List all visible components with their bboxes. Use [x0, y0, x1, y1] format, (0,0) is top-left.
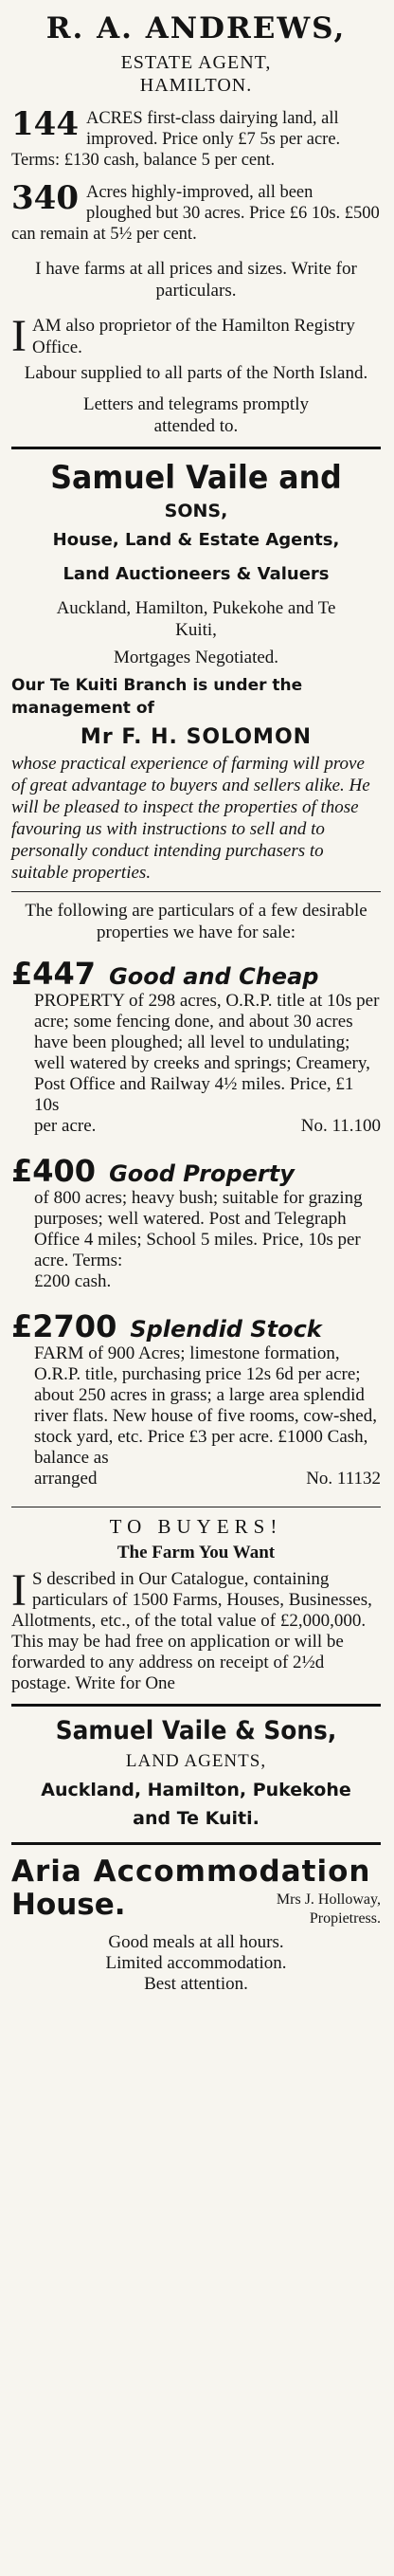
- vaile-agents-line: House, Land & Estate Agents,: [52, 530, 340, 550]
- property-last-line: per acre.: [34, 1116, 97, 1136]
- vaile-mortgages: Mortgages Negotiated.: [113, 648, 279, 667]
- andrews-registry: [11, 315, 381, 358]
- vaile-footer-advert: [11, 1716, 381, 1833]
- registry-dropcap: I: [11, 315, 27, 358]
- divider: [11, 1704, 381, 1707]
- andrews-title: R. A. ANDREWS,: [45, 11, 347, 46]
- aria-line-1: Good meals at all hours.: [108, 1932, 284, 1952]
- andrews-advert: [11, 11, 381, 437]
- vaile-footer-towns-2: and Te Kuiti.: [133, 1808, 260, 1829]
- property-label: Good Property: [109, 1160, 295, 1187]
- divider: [11, 1842, 381, 1845]
- property-number: No. 11.100: [300, 1116, 381, 1136]
- lot-2-acres: 340: [11, 179, 79, 217]
- andrews-role: ESTATE AGENT,: [120, 52, 272, 73]
- buyers-notice: [11, 1515, 381, 1694]
- lot-1-text: ACRES first-class dairying land, all improved. Price only £7 5s per acre. Terms: £130 cash, balance 5 per cent.: [11, 109, 341, 170]
- divider: [11, 447, 381, 449]
- property-price: £447: [11, 956, 97, 992]
- buyers-text: S described in Our Catalogue, containing particulars of 1500 Farms, Houses, Businesses, Allotments, etc., of the total value of £2,000,000. This may be had free on application or will be forwarded to any address on receipt of 2½d postage. Write for One: [11, 1569, 372, 1693]
- property-listing-3: [11, 1309, 381, 1489]
- aria-title: Aria Accommodation: [11, 1854, 371, 1889]
- divider: [11, 891, 381, 892]
- vaile-intro: The following are particulars of a few desirable properties we have for sale:: [25, 901, 367, 942]
- aria-line-2: Limited accommodation.: [105, 1953, 287, 1973]
- property-number: No. 11132: [306, 1469, 381, 1489]
- property-label: Good and Cheap: [109, 963, 319, 990]
- andrews-labour: Labour supplied to all parts of the North Island.: [24, 363, 368, 383]
- vaile-towns: Auckland, Hamilton, Pukekohe and Te Kuiti,: [56, 598, 336, 640]
- vaile-manager: Mr F. H. SOLOMON: [80, 725, 313, 749]
- property-listing-1: [11, 957, 381, 1137]
- registry-text: AM also proprietor of the Hamilton Registry Office.: [31, 316, 355, 357]
- property-text: of 800 acres; heavy bush; suitable for grazing purposes; well watered. Post and Telegraph Office 4 miles; School 5 miles. Price, 10s per acre. Terms:: [34, 1188, 363, 1270]
- buyers-text-block: [11, 1569, 381, 1694]
- property-text: PROPERTY of 298 acres, O.R.P. title at 10s per acre; some fencing done, and about 30 acres have been ploughed; all level to undulating; well watered by creeks and springs; Creamery, Post Office and Railway 4½ miles. Price, £1 10s: [34, 991, 380, 1115]
- aria-proprietor: Mrs J. Holloway,: [276, 1891, 381, 1908]
- andrews-lot-2: [11, 179, 381, 245]
- property-last-line: £200 cash.: [34, 1271, 112, 1291]
- property-listing-2: [11, 1154, 381, 1292]
- aria-advert: [11, 1854, 381, 1995]
- buyers-dropcap: I: [11, 1569, 27, 1616]
- andrews-town: HAMILTON.: [139, 75, 253, 96]
- vaile-footer-towns-1: Auckland, Hamilton, Pukekohe: [41, 1780, 351, 1800]
- aria-proprietor-block: [277, 1889, 381, 1928]
- andrews-lot-1: [11, 105, 381, 171]
- aria-proprietress: Propietress.: [309, 1910, 381, 1927]
- vaile-auctioneers-line: Land Auctioneers & Valuers: [63, 564, 330, 584]
- vaile-footer-agents: LAND AGENTS,: [125, 1751, 267, 1771]
- vaile-footer-title: Samuel Vaile & Sons,: [55, 1716, 337, 1745]
- buyers-subtitle: The Farm You Want: [116, 1543, 276, 1562]
- property-last-line: arranged: [34, 1469, 98, 1489]
- vaile-branch: Our Te Kuiti Branch is under the management of: [11, 676, 303, 718]
- andrews-farms: I have farms at all prices and sizes. Write for particulars.: [35, 259, 357, 301]
- vaile-title: Samuel Vaile and: [50, 459, 342, 497]
- vaile-manager-text: whose practical experience of farming will prove of great advantage to buyers and sellers alike. He will be pleased to inspect the properties of those favouring us with instructions to sell and to personally conduct intending purchasers to suitable properties.: [11, 754, 370, 883]
- andrews-letters: Letters and telegrams promptly attended to.: [83, 394, 309, 436]
- property-price: £2700: [11, 1308, 117, 1344]
- property-price: £400: [11, 1153, 97, 1189]
- aria-house: House.: [11, 1888, 126, 1922]
- vaile-advert: [11, 459, 381, 1489]
- property-text: FARM of 900 Acres; limestone formation, O.R.P. title, purchasing price 12s 6d per acre; about 250 acres in grass; a large area splendid river flats. New house of five rooms, cow-shed, stock yard, etc. Price £3 per acre. £1000 Cash, balance as: [34, 1343, 377, 1468]
- property-label: Splendid Stock: [130, 1316, 322, 1343]
- vaile-sons: SONS,: [164, 501, 228, 521]
- aria-line-3: Best attention.: [144, 1974, 248, 1994]
- lot-2-text: Acres highly-improved, all been ploughed but 30 acres. Price £6 10s. £500 can remain at 5½ per cent.: [11, 183, 380, 244]
- lot-1-acres: 144: [11, 105, 79, 143]
- buyers-title: TO BUYERS!: [109, 1515, 283, 1538]
